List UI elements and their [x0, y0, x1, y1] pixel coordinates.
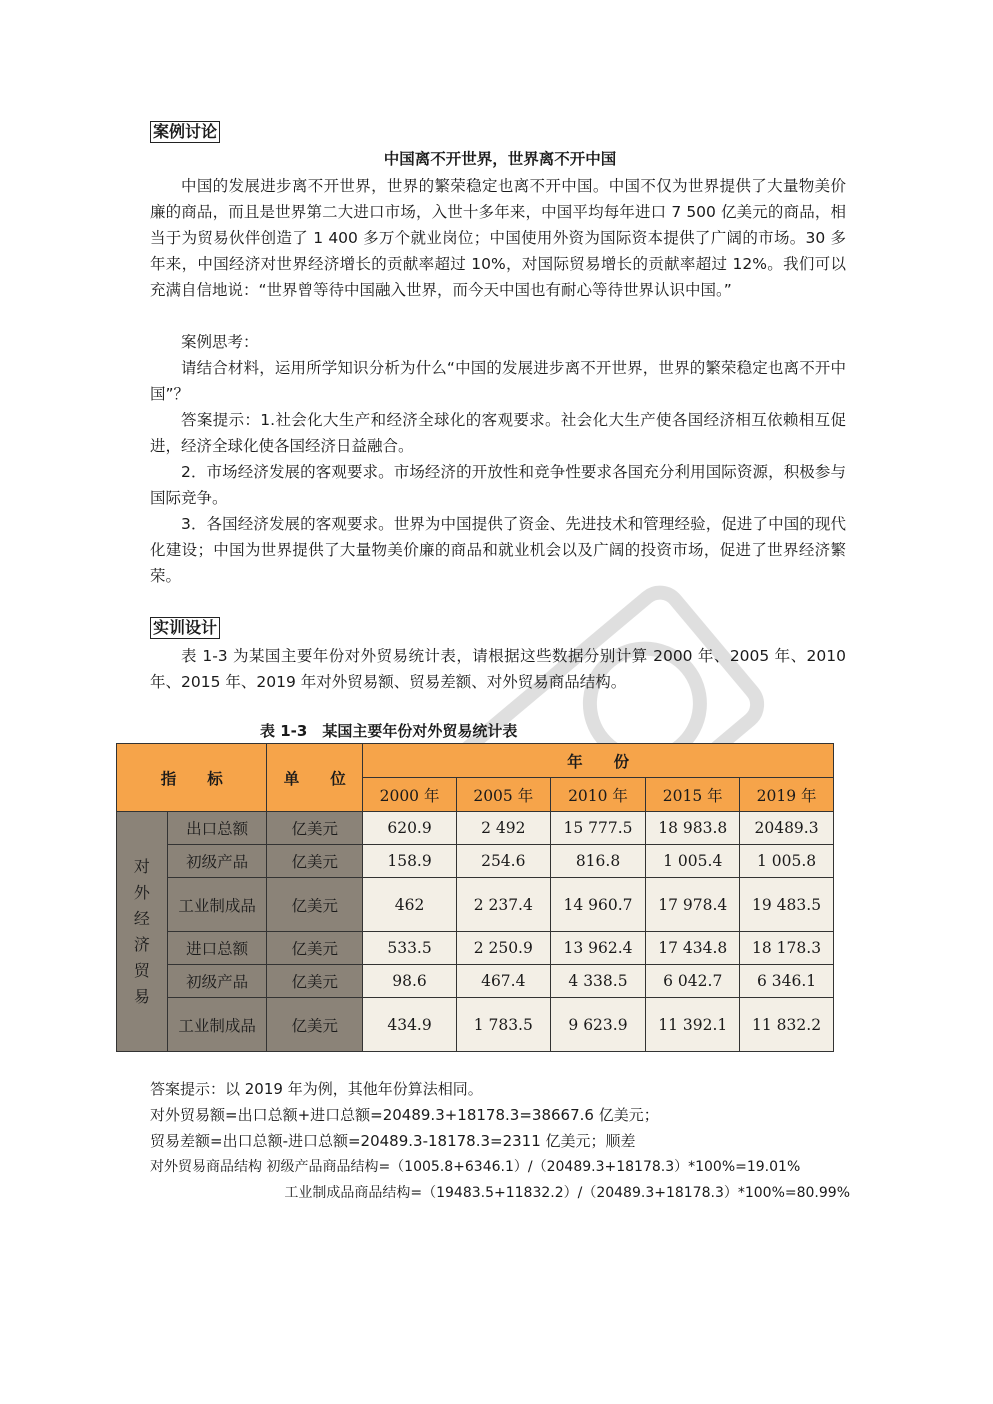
answer-line: 答案提示：以 2019 年为例，其他年份算法相同。 [150, 1080, 483, 1098]
cell-value: 816.8 [550, 845, 646, 878]
row-label: 进口总额 [167, 932, 267, 965]
cell-value: 15 777.5 [550, 812, 646, 845]
cell-value: 1 005.8 [740, 845, 834, 878]
table-row [117, 932, 834, 965]
row-unit: 亿美元 [267, 878, 363, 932]
header-indicator: 指 标 [117, 744, 267, 812]
cell-value: 6 042.7 [646, 965, 740, 998]
row-unit: 亿美元 [267, 845, 363, 878]
cell-value: 11 392.1 [646, 998, 740, 1052]
table-row [117, 812, 834, 845]
row-label: 出口总额 [167, 812, 267, 845]
cell-value: 4 338.5 [550, 965, 646, 998]
cell-value: 14 960.7 [550, 878, 646, 932]
case-answer-1: 答案提示：1.社会化大生产和经济全球化的客观要求。社会化大生产使各国经济相互依赖相互促进，经济全球化使各国经济日益融合。 [150, 411, 846, 455]
row-unit: 亿美元 [267, 932, 363, 965]
cell-value: 19 483.5 [740, 878, 834, 932]
cell-value: 11 832.2 [740, 998, 834, 1052]
cell-value: 13 962.4 [550, 932, 646, 965]
year-header: 2015 年 [646, 778, 740, 812]
case-title: 中国离不开世界，世界离不开中国 [383, 150, 617, 168]
cell-value: 6 346.1 [740, 965, 834, 998]
case-question-label: 案例思考： [181, 333, 259, 351]
cell-value: 158.9 [363, 845, 457, 878]
cell-value: 18 983.8 [646, 812, 740, 845]
case-answer-2: 2．市场经济发展的客观要求。市场经济的开放性和竞争性要求各国充分利用国际资源，积极参与国际竞争。 [150, 463, 846, 507]
cell-value: 17 978.4 [646, 878, 740, 932]
cell-value: 2 492 [456, 812, 550, 845]
table-row [117, 878, 834, 932]
answer-block [150, 1076, 850, 1206]
header-year: 年 份 [363, 744, 834, 778]
table-row [117, 845, 834, 878]
case-heading: 案例讨论 [150, 121, 220, 143]
cell-value: 254.6 [456, 845, 550, 878]
row-label: 工业制成品 [167, 998, 267, 1052]
table-caption: 表 1-3 某国主要年份对外贸易统计表 [260, 722, 518, 740]
year-header: 2019 年 [740, 778, 834, 812]
cell-value: 2 237.4 [456, 878, 550, 932]
cell-value: 462 [363, 878, 457, 932]
cell-value: 434.9 [363, 998, 457, 1052]
cell-value: 9 623.9 [550, 998, 646, 1052]
year-header: 2010 年 [550, 778, 646, 812]
answer-line: 贸易差额=出口总额-进口总额=20489.3-18178.3=2311 亿美元；顺差 [150, 1132, 636, 1150]
answer-line: 对外贸易额=出口总额+进口总额=20489.3+18178.3=38667.6 亿美元； [150, 1106, 659, 1124]
case-answer-3: 3．各国经济发展的客观要求。世界为中国提供了资金、先进技术和管理经验，促进了中国的现代化建设；中国为世界提供了大量物美价廉的商品和就业机会以及广阔的投资市场，促进了世界经济繁荣。 [150, 515, 846, 585]
row-label: 初级产品 [167, 845, 267, 878]
trade-statistics-table [116, 743, 834, 1052]
case-question: 请结合材料，运用所学知识分析为什么“中国的发展进步离不开世界，世界的繁荣稳定也离不开中国”？ [150, 359, 846, 403]
cell-value: 2 250.9 [456, 932, 550, 965]
training-intro: 表 1-3 为某国主要年份对外贸易统计表，请根据这些数据分别计算 2000 年、2005 年、2010 年、2015 年、2019 年对外贸易额、贸易差额、对外贸易商品结构。 [150, 647, 846, 691]
cell-value: 620.9 [363, 812, 457, 845]
cell-value: 98.6 [363, 965, 457, 998]
year-header: 2005 年 [456, 778, 550, 812]
side-label-foreign-trade: 对 外 经 济 贸 易 [117, 812, 168, 1052]
row-unit: 亿美元 [267, 812, 363, 845]
cell-value: 17 434.8 [646, 932, 740, 965]
row-unit: 亿美元 [267, 998, 363, 1052]
table-row [117, 965, 834, 998]
case-paragraph: 中国的发展进步离不开世界，世界的繁荣稳定也离不开中国。中国不仅为世界提供了大量物美价廉的商品，而且是世界第二大进口市场，入世十多年来，中国平均每年进口 7 500 亿美元的商品，相当于为贸易伙伴创造了 1 400 多万个就业岗位；中国使用外资为国际资本提供了广阔的市场。30 多年来，中国经济对世界经济增长的贡献率超过 10%，对国际贸易增长的贡献率超过 12%。我们可以充满自信地说：“世界曾等待中国融入世界，而今天中国也有耐心等待世界认识中国。” [150, 177, 846, 299]
year-header: 2000 年 [363, 778, 457, 812]
header-unit: 单 位 [267, 744, 363, 812]
row-label: 工业制成品 [167, 878, 267, 932]
table-row [117, 998, 834, 1052]
cell-value: 533.5 [363, 932, 457, 965]
answer-line: 工业制成品商品结构=（19483.5+11832.2）/（20489.3+18178.3）*100%=80.99% [284, 1185, 850, 1201]
row-unit: 亿美元 [267, 965, 363, 998]
answer-line: 对外贸易商品结构 初级产品商品结构=（1005.8+6346.1）/（20489.3+18178.3）*100%=19.01% [150, 1159, 801, 1175]
row-label: 初级产品 [167, 965, 267, 998]
cell-value: 20489.3 [740, 812, 834, 845]
cell-value: 467.4 [456, 965, 550, 998]
training-heading: 实训设计 [150, 617, 220, 639]
cell-value: 1 005.4 [646, 845, 740, 878]
cell-value: 1 783.5 [456, 998, 550, 1052]
cell-value: 18 178.3 [740, 932, 834, 965]
